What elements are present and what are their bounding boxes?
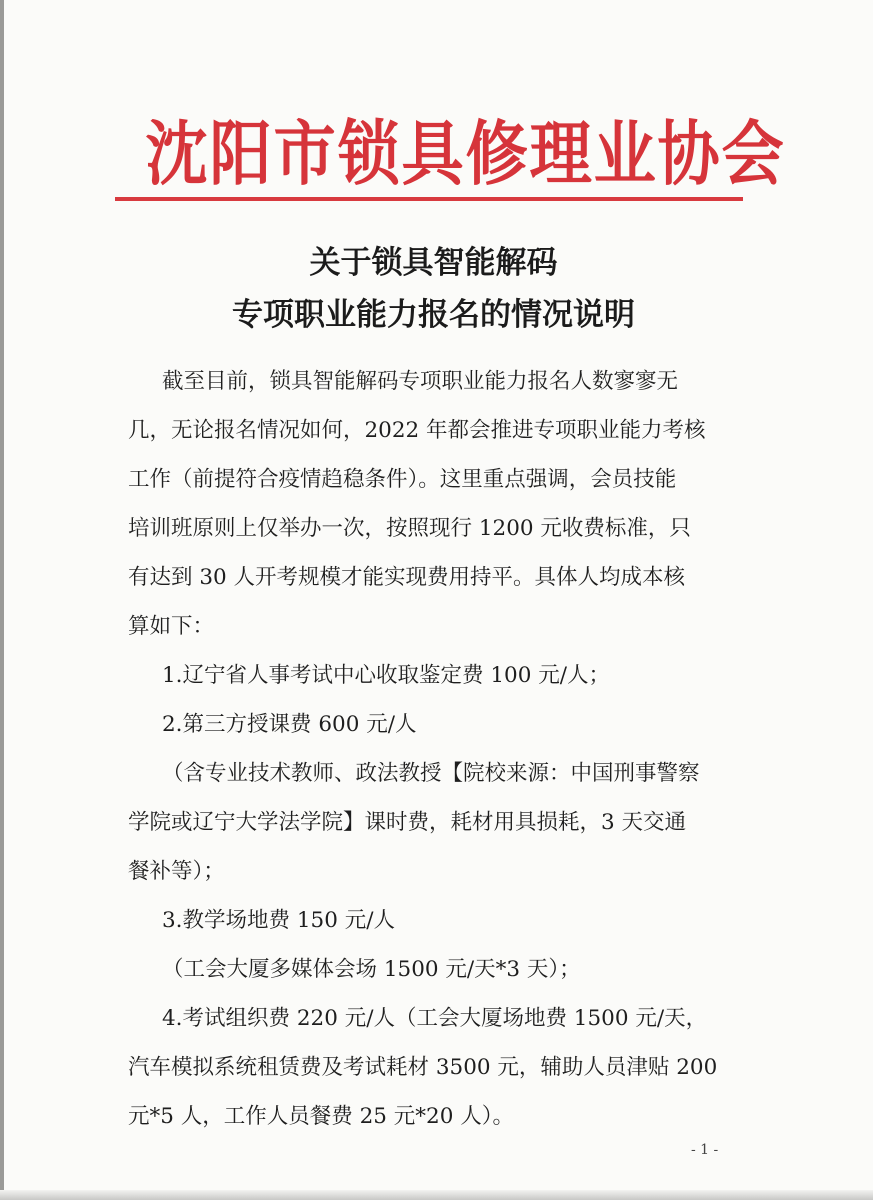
body-line: 算如下： <box>128 614 215 639</box>
page-number: - 1 - <box>691 1142 719 1158</box>
list-item-3: 3.教学场地费 150 元/人 <box>162 908 395 933</box>
body-line: 有达到 30 人开考规模才能实现费用持平。具体人均成本核 <box>128 565 686 590</box>
list-item-4-detail: 汽车模拟系统租赁费及考试耗材 3500 元，辅助人员津贴 200 <box>128 1055 718 1080</box>
body-line: 截至目前，锁具智能解码专项职业能力报名人数寥寥无 <box>162 369 679 394</box>
list-item-2-detail: 餐补等）； <box>128 859 225 884</box>
header-red-rule <box>115 197 743 201</box>
list-item-1: 1.辽宁省人事考试中心收取鉴定费 100 元/人； <box>162 663 610 688</box>
scan-bottom-edge <box>0 1190 873 1200</box>
scan-left-edge <box>0 0 4 1200</box>
body-line: 工作（前提符合疫情趋稳条件）。这里重点强调，会员技能 <box>128 467 677 492</box>
document-title-line-1: 关于锁具智能解码 <box>309 245 558 281</box>
body-line: 几，无论报名情况如何，2022 年都会推进专项职业能力考核 <box>128 418 706 443</box>
body-line: 培训班原则上仅举办一次，按照现行 1200 元收费标准，只 <box>128 516 691 541</box>
list-item-2: 2.第三方授课费 600 元/人 <box>162 712 417 737</box>
list-item-4-detail: 元*5 人，工作人员餐费 25 元*20 人）。 <box>128 1104 514 1129</box>
list-item-4: 4.考试组织费 220 元/人（工会大厦场地费 1500 元/天， <box>162 1006 708 1031</box>
document-title-line-2: 专项职业能力报名的情况说明 <box>232 297 635 333</box>
list-item-3-detail: （工会大厦多媒体会场 1500 元/天*3 天）； <box>162 957 581 982</box>
organization-header: 沈阳市锁具修理业协会 <box>145 113 786 195</box>
list-item-2-detail: 学院或辽宁大学法学院】课时费，耗材用具损耗，3 天交通 <box>128 810 687 835</box>
list-item-2-detail: （含专业技术教师、政法教授【院校来源：中国刑事警察 <box>162 761 700 786</box>
